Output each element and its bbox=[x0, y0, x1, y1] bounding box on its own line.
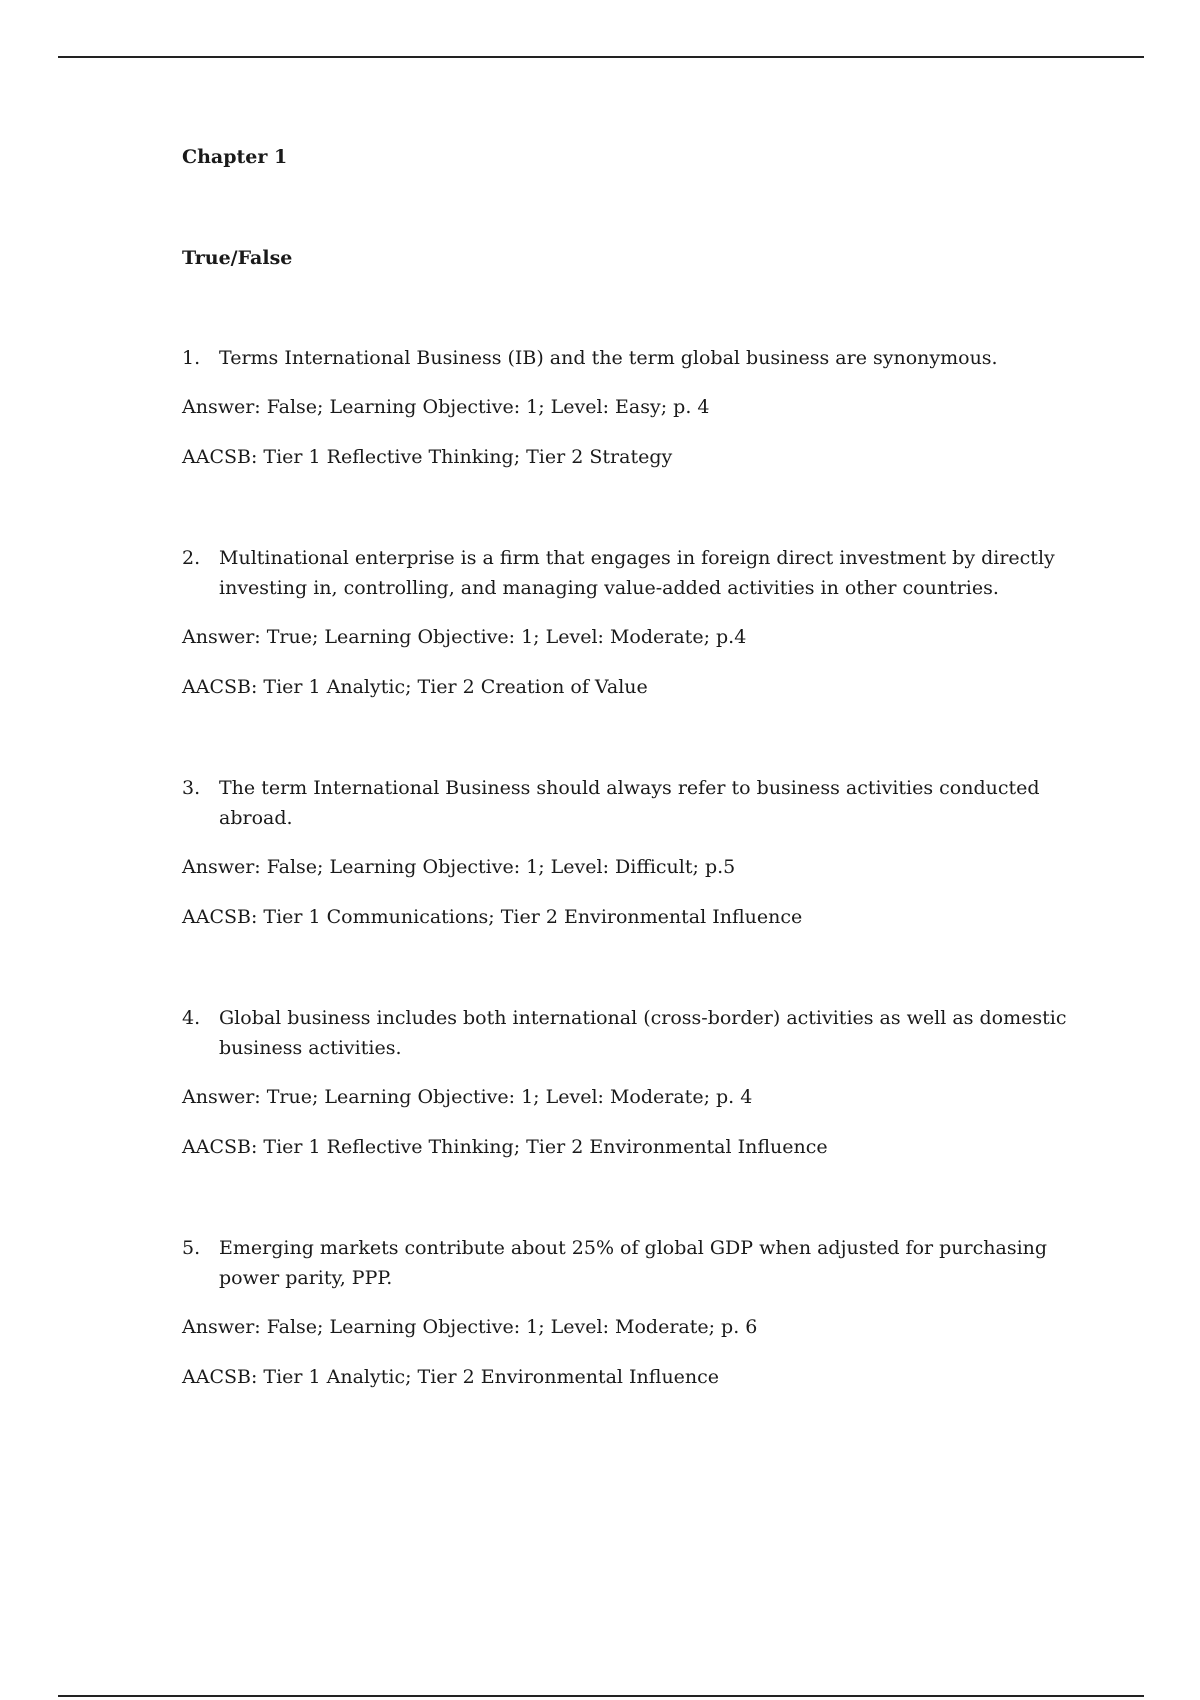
answer-line: Answer: False; Learning Objective: 1; Level: Easy; p. 4 bbox=[182, 396, 710, 418]
question-text-block bbox=[182, 343, 1082, 373]
aacsb-line: AACSB: Tier 1 Communications; Tier 2 Environmental Influence bbox=[182, 906, 803, 928]
answer-line: Answer: False; Learning Objective: 1; Level: Moderate; p. 6 bbox=[182, 1316, 758, 1338]
question-text: Global business includes both international (cross-border) activities as well as domestic business activities. bbox=[219, 1007, 1067, 1059]
chapter-title: Chapter 1 bbox=[182, 146, 288, 168]
question-text-block bbox=[182, 1233, 1082, 1293]
question-item bbox=[182, 543, 1082, 702]
aacsb-line: AACSB: Tier 1 Reflective Thinking; Tier 2 Environmental Influence bbox=[182, 1136, 828, 1158]
question-number: 2. bbox=[182, 547, 201, 569]
question-text: Emerging markets contribute about 25% of global GDP when adjusted for purchasing power parity, PPP. bbox=[219, 1237, 1048, 1289]
question-number: 4. bbox=[182, 1007, 201, 1029]
question-item bbox=[182, 343, 1082, 472]
question-text-block bbox=[182, 773, 1082, 833]
question-number: 5. bbox=[182, 1237, 201, 1259]
section-title: True/False bbox=[182, 247, 293, 269]
question-number: 3. bbox=[182, 777, 201, 799]
question-item bbox=[182, 1003, 1082, 1162]
aacsb-line: AACSB: Tier 1 Analytic; Tier 2 Creation of Value bbox=[182, 676, 648, 698]
question-text-block bbox=[182, 1003, 1082, 1063]
question-text: Multinational enterprise is a firm that engages in foreign direct investment by directly investing in, controlling, and managing value-added activities in other countries. bbox=[219, 547, 1055, 599]
aacsb-line: AACSB: Tier 1 Reflective Thinking; Tier 2 Strategy bbox=[182, 446, 673, 468]
aacsb-line: AACSB: Tier 1 Analytic; Tier 2 Environmental Influence bbox=[182, 1366, 720, 1388]
answer-line: Answer: True; Learning Objective: 1; Level: Moderate; p. 4 bbox=[182, 1086, 753, 1108]
question-item bbox=[182, 1233, 1082, 1392]
question-text: The term International Business should always refer to business activities conducted abroad. bbox=[219, 777, 1040, 829]
question-text-block bbox=[182, 543, 1082, 603]
question-item bbox=[182, 773, 1082, 932]
answer-line: Answer: True; Learning Objective: 1; Level: Moderate; p.4 bbox=[182, 626, 747, 648]
question-text: Terms International Business (IB) and the term global business are synonymous. bbox=[219, 347, 998, 369]
answer-line: Answer: False; Learning Objective: 1; Level: Difficult; p.5 bbox=[182, 856, 736, 878]
question-number: 1. bbox=[182, 347, 201, 369]
bottom-rule bbox=[58, 1695, 1144, 1697]
top-rule bbox=[58, 56, 1144, 58]
